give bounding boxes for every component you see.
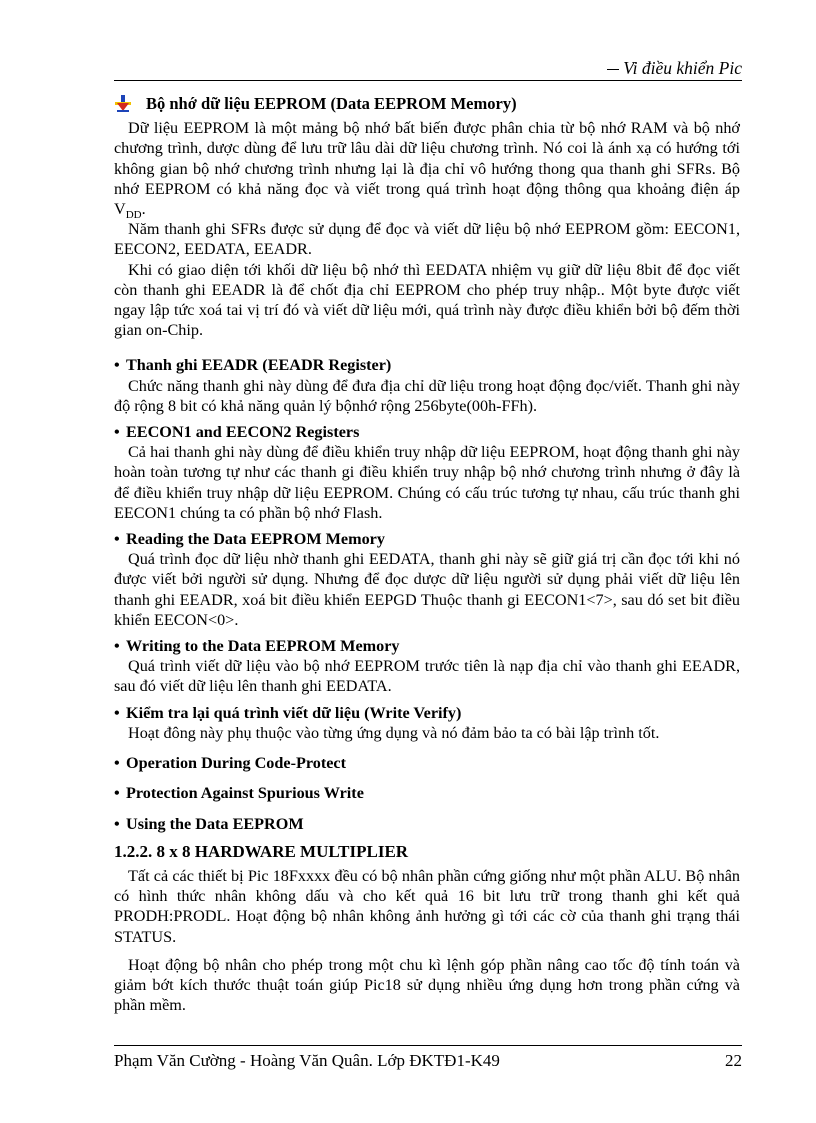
page-header xyxy=(114,58,742,81)
page-number: 22 xyxy=(725,1051,742,1070)
bullet-heading-text: Reading the Data EEPROM Memory xyxy=(126,530,385,549)
bullet-heading xyxy=(114,783,740,803)
bullet-body: Hoạt đông này phụ thuộc vào từng ứng dụng và nó đảm bảo ta có bài lập trình tốt. xyxy=(128,723,660,742)
section-paragraph-3: Khi có giao diện tới khối dữ liệu bộ nhớ thì EEDATA nhiệm vụ giữ dữ liệu 8bit để đọc viết còn thanh ghi EEADR là để chốt địa chỉ EEPROM cho phép truy nhập.. Một byte được viết ngay lập tức xoá tai vị trí đó và viết dữ liệu mới, quá trình này được điều khiển bởi bộ đếm thời gian on-Chip. xyxy=(114,260,740,340)
bullet-heading-text: EECON1 and EECON2 Registers xyxy=(126,423,360,442)
bullet-heading-text: Protection Against Spurious Write xyxy=(126,784,364,803)
vdd-subscript: DD xyxy=(125,209,142,222)
bullet-body: Chức năng thanh ghi này dùng để đưa địa chỉ dữ liệu trong hoạt động đọc/viết. Thanh ghi này độ rộng 8 bit có khả năng quản lý bộnhớ rộng 256byte(00h-FFh). xyxy=(114,376,740,415)
page-footer xyxy=(114,1045,742,1074)
subsection-paragraph-2: Hoạt động bộ nhân cho phép trong một chu kì lệnh góp phần nâng cao tốc độ tính toán và giảm bớt kích thước thuật toán giúp Pic18 sử dụng nhiều ứng dụng hơn trong phần cứng và phần mềm. xyxy=(114,955,740,1015)
section-title xyxy=(114,94,740,114)
page-content xyxy=(114,94,740,1015)
bullet-dot-icon: • xyxy=(114,814,120,833)
bullet-heading xyxy=(114,703,740,723)
bullet-heading xyxy=(114,753,740,773)
bullet-heading xyxy=(114,529,740,549)
header-leader xyxy=(607,69,619,70)
section-paragraph-1-text: Dữ liệu EEPROM là một mảng bộ nhớ bất biến được phân chia từ bộ nhớ RAM và bộ nhớ chương trình, dược dùng để lưu trữ lâu dài dữ liệu chương trình. Nó coi là ánh xạ có hướng tới không gian bộ nhớ chương trình nhưng lại là địa chỉ vô hướng thong qua thanh ghi SFRs. Bộ nhớ EEPROM có khả năng đọc và viết trong quá trình hoạt động thông qua khoảng điện áp V xyxy=(114,119,740,219)
header-title xyxy=(607,58,742,79)
section-paragraph-1-end: . xyxy=(141,200,146,219)
bullet-item xyxy=(114,422,740,523)
bullet-dot-icon: • xyxy=(114,784,120,803)
bullet-item xyxy=(114,529,740,630)
bullet-heading xyxy=(114,355,740,375)
bullet-heading xyxy=(114,636,740,656)
bullet-body: Quá trình viết dữ liệu vào bộ nhớ EEPROM trước tiên là nạp địa chỉ vào thanh ghi EEADR, sau đó viết dữ liệu lên thanh ghi EEDATA. xyxy=(114,657,740,696)
section-paragraph-2: Năm thanh ghi SFRs được sử dụng để đọc và viết dữ liệu bộ nhớ EEPROM gồm: EECON1, EECON2, EEDATA, EEADR. xyxy=(114,220,740,259)
bullet-dot-icon: • xyxy=(114,356,120,375)
bullet-dot-icon: • xyxy=(114,703,120,722)
bullet-heading xyxy=(114,814,740,834)
bullet-body: Cả hai thanh ghi này dùng để điều khiển truy nhập dữ liệu EEPROM, hoạt động thanh ghi này hoàn toàn tương tự như các thanh gi điều khiển truy nhập bộ nhớ chương trình nhưng ở đây là để điều khiển truy nhập dữ liệu EEPROM. Chúng có cấu trúc tương tự nhau, cấu trúc thanh ghi EECON1 chúng ta có phần bộ nhớ Flash. xyxy=(114,443,740,522)
subsection-heading: 1.2.2. 8 x 8 HARDWARE MULTIPLIER xyxy=(114,841,409,861)
subsection-paragraph-1: Tất cả các thiết bị Pic 18Fxxxx đều có bộ nhân phần cứng giống như một phần ALU. Bộ nhân có hình thức nhân không dấu và cho kết quả 16 bit lưu trữ trong thanh ghi kết quả PRODH:PRODL. Hoạt động bộ nhân không ảnh hưởng gì tới các cờ của thanh ghi trạng thái STATUS. xyxy=(114,866,740,946)
bullet-heading-text: Thanh ghi EEADR (EEADR Register) xyxy=(126,356,392,375)
bullet-heading-text: Operation During Code-Protect xyxy=(126,754,346,773)
bullet-item xyxy=(114,355,740,416)
section-paragraph-1 xyxy=(114,118,740,222)
bullet-heading xyxy=(114,422,740,442)
bullet-dot-icon: • xyxy=(114,637,120,656)
bullet-dot-icon: • xyxy=(114,754,120,773)
footer-authors: Phạm Văn Cường - Hoàng Văn Quân. Lớp ĐKTĐ1-K49 xyxy=(114,1051,500,1070)
bullet-body: Quá trình đọc dữ liệu nhờ thanh ghi EEDATA, thanh ghi này sẽ giữ giá trị cần đọc tới khi nó được viết bởi người sử dụng. Nhưng để đọc dược dữ liệu người sử dụng phải viết dữ liệu lên thanh ghi EEADR, xoá bit điều khiển EEPGD Thuộc thanh gi EECON1<7>, sau dó set bit điều khiển EECON<0>. xyxy=(114,550,740,629)
bullet-item xyxy=(114,703,740,743)
bullet-dot-icon: • xyxy=(114,530,120,549)
header-title-text: Vi điều khiển Pic xyxy=(623,58,742,78)
bullet-item xyxy=(114,636,740,697)
bullet-dot-icon: • xyxy=(114,423,120,442)
down-arrow-bullet-icon xyxy=(114,95,136,113)
bullet-heading-text: Kiểm tra lại quá trình viết dữ liệu (Write Verify) xyxy=(126,703,462,722)
bullet-heading-text: Using the Data EEPROM xyxy=(126,814,304,833)
bullet-heading-text: Writing to the Data EEPROM Memory xyxy=(126,637,400,656)
section-title-text: Bộ nhớ dữ liệu EEPROM (Data EEPROM Memory) xyxy=(146,94,517,113)
